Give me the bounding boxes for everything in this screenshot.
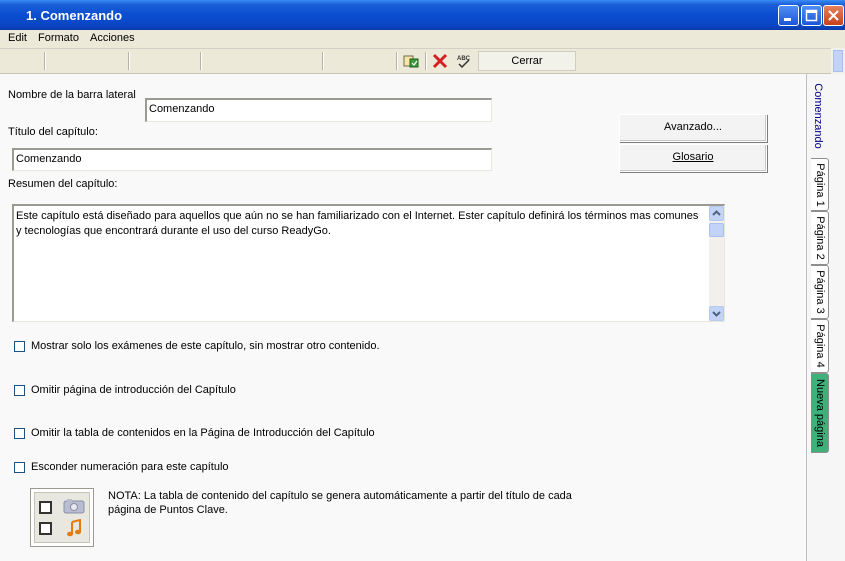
tab-nueva-pagina[interactable]: Nueva página: [811, 373, 829, 453]
toc-illustration: [30, 488, 94, 547]
chapter-title-input[interactable]: Comenzando: [12, 148, 492, 171]
tab-pagina-1[interactable]: Página 1: [811, 158, 829, 211]
option-label: Omitir la tabla de contenidos en la Página de Introducción del Capítulo: [31, 427, 375, 439]
chevron-down-icon: [710, 307, 723, 320]
toolbar-divider: [425, 52, 426, 70]
toolbar-divider: [396, 52, 397, 70]
window-title: 1. Comenzando: [26, 8, 123, 23]
close-window-button[interactable]: [823, 5, 844, 26]
svg-text:ABC: ABC: [457, 56, 470, 62]
glossary-button[interactable]: Glosario: [619, 144, 767, 172]
option-label: Omitir página de introducción del Capítulo: [31, 384, 236, 396]
chapter-form: [0, 74, 806, 561]
summary-scrollbar[interactable]: [709, 206, 724, 321]
option-label: Mostrar solo los exámenes de este capítulo, sin mostrar otro contenido.: [31, 340, 380, 352]
advanced-button[interactable]: Avanzado...: [619, 114, 767, 142]
sidebar-name-label: Nombre de la barra lateral: [8, 89, 136, 101]
checkbox-skip-toc[interactable]: [14, 428, 25, 439]
tab-pagina-2[interactable]: Página 2: [811, 211, 829, 265]
top-scrollbar[interactable]: [831, 48, 845, 74]
checkbox-illustration-icon: [39, 522, 52, 535]
toolbar-divider: [200, 52, 201, 70]
maximize-button[interactable]: [801, 5, 822, 26]
checkbox-illustration-icon: [39, 501, 52, 514]
close-icon: [827, 9, 840, 22]
summary-text: Este capítulo está diseñado para aquellos que aún no se han familiarizado con el Internet. Ester capítulo definirá los términos mas comunes y tecnologías que encontrará durante el uso del curso ReadyGo.: [16, 210, 699, 237]
tab-pagina-4[interactable]: Página 4: [811, 319, 829, 373]
scroll-thumb[interactable]: [709, 223, 724, 237]
toolbar-divider: [128, 52, 129, 70]
save-exit-icon[interactable]: [402, 52, 420, 70]
camera-icon: [62, 497, 86, 515]
delete-icon[interactable]: [431, 52, 449, 70]
music-note-icon: [64, 519, 84, 539]
maximize-icon: [805, 9, 818, 22]
menu-formato[interactable]: Formato: [38, 32, 79, 44]
scroll-thumb[interactable]: [833, 50, 843, 72]
toc-note: NOTA: La tabla de contenido del capítulo se genera automáticamente a partir del título de cada página de Puntos Clave.: [108, 490, 572, 516]
chevron-up-icon: [710, 207, 723, 220]
spellcheck-icon[interactable]: [455, 52, 473, 70]
toolbar-divider: [44, 52, 45, 70]
menu-acciones[interactable]: Acciones: [90, 32, 135, 44]
scroll-up-button[interactable]: [709, 206, 724, 221]
checkbox-exams-only[interactable]: [14, 341, 25, 352]
toolbar: [0, 49, 845, 74]
menu-bar: [0, 30, 845, 49]
menu-edit[interactable]: Edit: [8, 32, 27, 44]
checkbox-hide-numbering[interactable]: [14, 462, 25, 473]
sidebar-name-input[interactable]: Comenzando: [145, 98, 492, 122]
checkbox-skip-intro[interactable]: [14, 385, 25, 396]
summary-label: Resumen del capítulo:: [8, 178, 118, 190]
tab-comenzando[interactable]: Comenzando: [807, 74, 829, 158]
page-tabs: [806, 74, 845, 561]
option-label: Esconder numeración para este capítulo: [31, 461, 229, 473]
minimize-button[interactable]: [778, 5, 799, 26]
toolbar-divider: [322, 52, 323, 70]
scroll-down-button[interactable]: [709, 306, 724, 321]
chapter-title-label: Título del capítulo:: [8, 126, 98, 138]
close-button[interactable]: Cerrar: [478, 51, 576, 71]
minimize-icon: [782, 9, 795, 22]
tab-pagina-3[interactable]: Página 3: [811, 265, 829, 319]
summary-textarea[interactable]: [12, 204, 725, 322]
title-bar: [0, 0, 845, 30]
